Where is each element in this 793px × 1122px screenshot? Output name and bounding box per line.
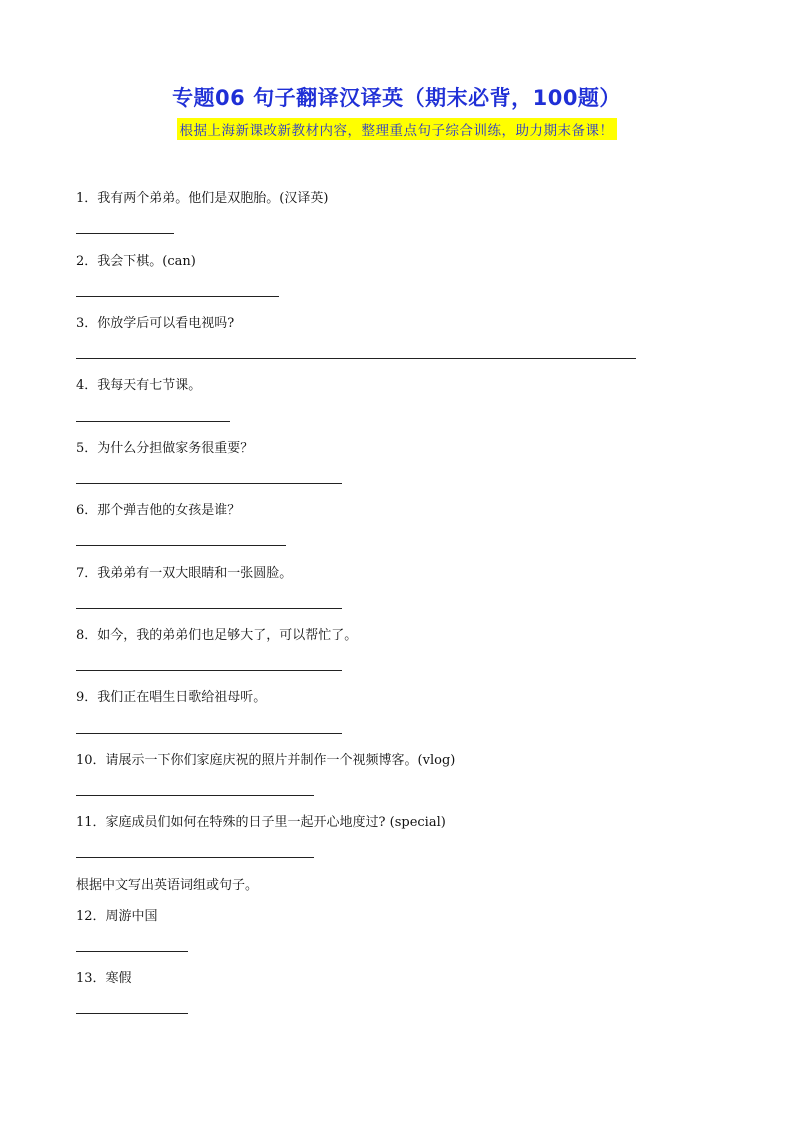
question-8: 8．如今，我的弟弟们也足够大了，可以帮忙了。: [76, 628, 358, 643]
answer-line-8[interactable]: [76, 670, 342, 671]
question-1: 1．我有两个弟弟。他们是双胞胎。(汉译英): [76, 191, 329, 206]
question-2: 2．我会下棋。(can): [76, 254, 196, 269]
answer-line-11[interactable]: [76, 857, 314, 858]
subtitle-container: [0, 118, 793, 140]
answer-line-10[interactable]: [76, 795, 314, 796]
question-4: 4．我每天有七节课。: [76, 378, 202, 393]
question-5: 5．为什么分担做家务很重要？: [76, 441, 254, 456]
page-title: 专题06 句子翻译汉译英（期末必背，100题）: [172, 86, 621, 110]
answer-line-4[interactable]: [76, 421, 230, 422]
answer-line-9[interactable]: [76, 733, 342, 734]
question-7: 7．我弟弟有一双大眼睛和一张圆脸。: [76, 566, 293, 581]
answer-line-12[interactable]: [76, 951, 188, 952]
answer-line-7[interactable]: [76, 608, 342, 609]
answer-line-2[interactable]: [76, 296, 279, 297]
question-6: 6．那个弹吉他的女孩是谁？: [76, 503, 241, 518]
question-13: 13．寒假: [76, 971, 132, 986]
question-11: 11．家庭成员们如何在特殊的日子里一起开心地度过? (special): [76, 815, 446, 830]
answer-line-1[interactable]: [76, 233, 174, 234]
page-subtitle: 根据上海新课改新教材内容，整理重点句子综合训练，助力期末备课！: [177, 118, 617, 140]
answer-line-13[interactable]: [76, 1013, 188, 1014]
question-12: 12．周游中国: [76, 909, 158, 924]
section-instruction: 根据中文写出英语词组或句子。: [76, 878, 259, 893]
answer-line-6[interactable]: [76, 545, 286, 546]
question-3: 3．你放学后可以看电视吗?: [76, 316, 235, 331]
question-9: 9．我们正在唱生日歌给祖母听。: [76, 690, 267, 705]
question-10: 10．请展示一下你们家庭庆祝的照片并制作一个视频博客。(vlog): [76, 753, 456, 768]
answer-line-5[interactable]: [76, 483, 342, 484]
answer-line-3[interactable]: [76, 358, 636, 359]
